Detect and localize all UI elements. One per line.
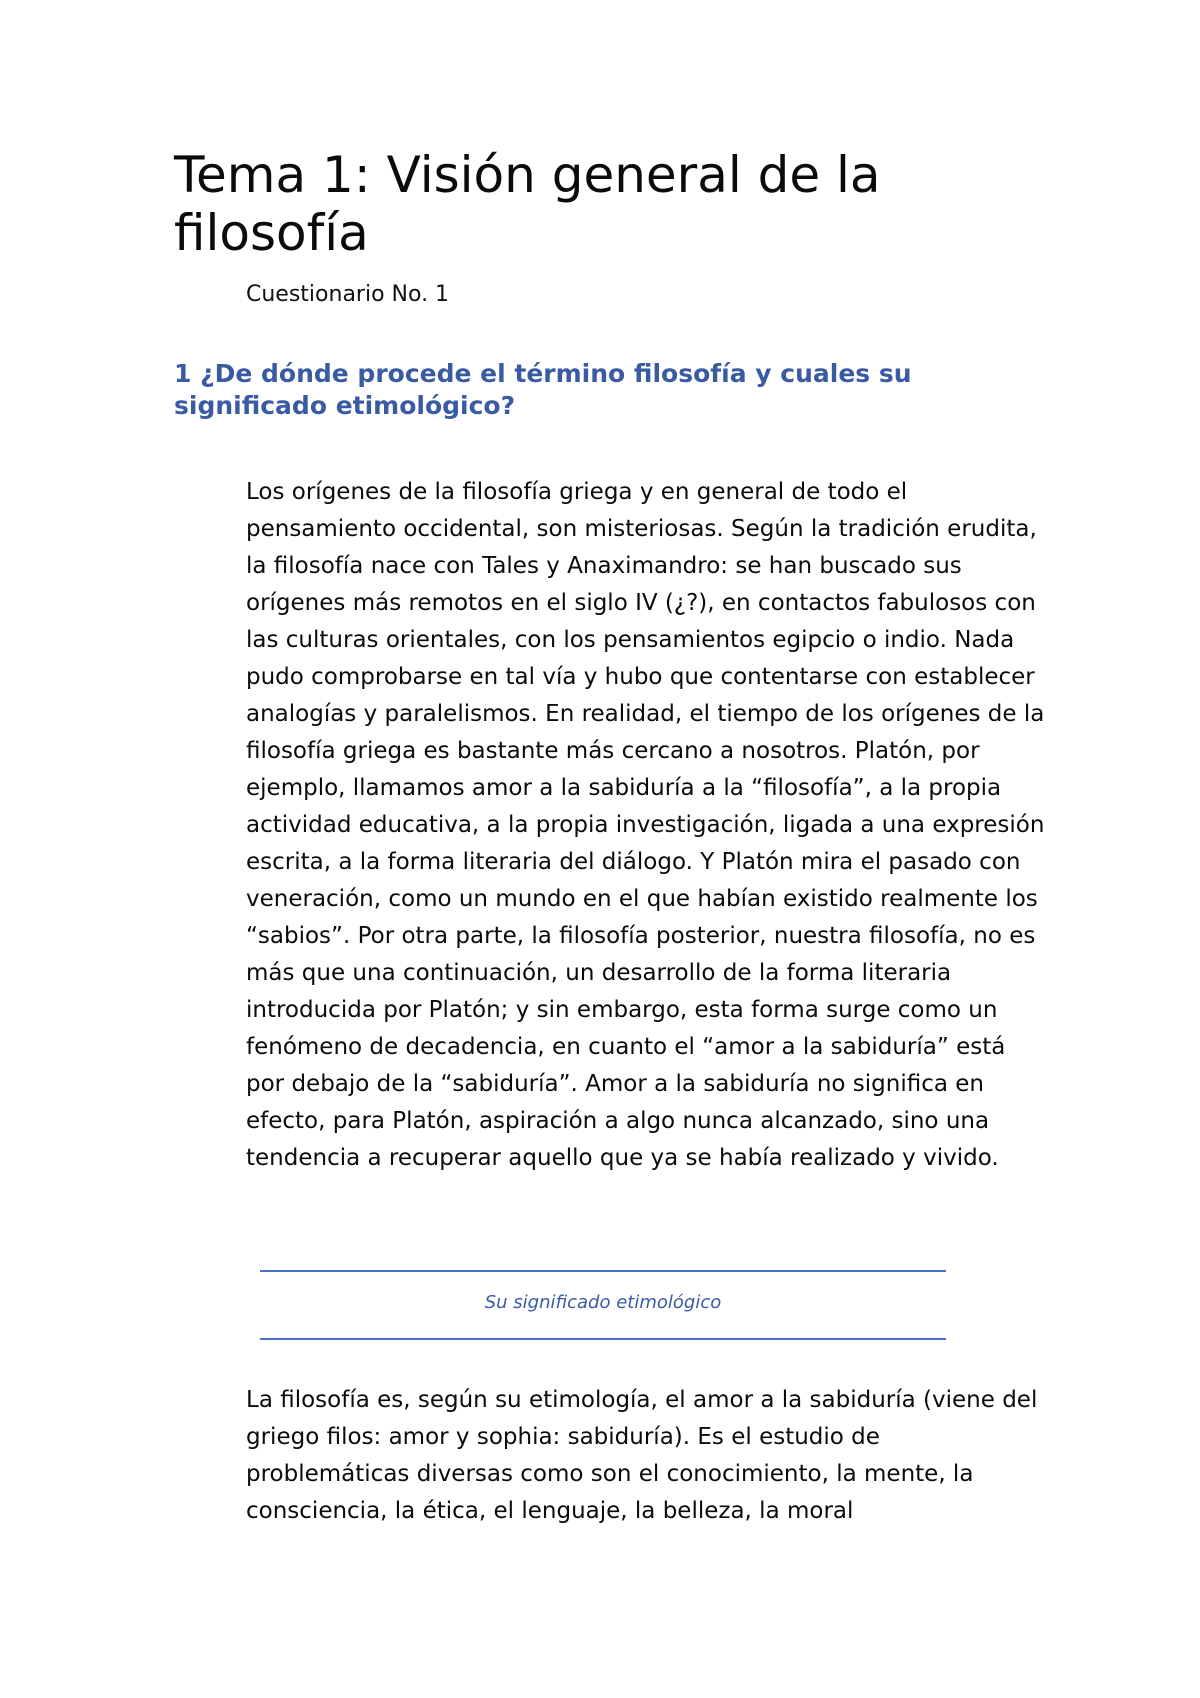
question-heading: 1 ¿De dónde procede el término filosofía y cuales su significado etimológico? (174, 359, 912, 420)
quote-top-rule (260, 1270, 946, 1272)
body-paragraph-1: Los orígenes de la filosofía griega y en general de todo el pensamiento occidental, son misteriosas. Según la tradición erudita, la filosofía nace con Tales y Anaximandro: se han buscado sus orígenes más remotos en el siglo IV (¿?), en contactos fabulosos con las culturas orientales, con los pensamientos egipcio o indio. Nada pudo comprobarse en tal vía y hubo que contentarse con establecer analogías y paralelismos. En realidad, el tiempo de los orígenes de la filosofía griega es bastante más cercano a nosotros. Platón, por ejemplo, llamamos amor a la sabiduría a la “filosofía”, a la propia actividad educativa, a la propia investigación, ligada a una expresión escrita, a la forma literaria del diálogo. Y Platón mira el pasado con veneración, como un mundo en el que habían existido realmente los “sabios”. Por otra parte, la filosofía posterior, nuestra filosofía, no es más que una continuación, un desarrollo de la forma literaria introducida por Platón; y sin embargo, esta forma surge como un fenómeno de decadencia, en cuanto el “amor a la sabiduría” está por debajo de la “sabiduría”. Amor a la sabiduría no significa en efecto, para Platón, aspiración a algo nunca alcanzado, sino una tendencia a recuperar aquello que ya se había realizado y vivido. (246, 479, 1045, 1171)
document-title: Tema 1: Visión general de la filosofía (174, 146, 881, 262)
intense-quote: Su significado etimológico (484, 1292, 722, 1313)
body-paragraph-2: La filosofía es, según su etimología, el amor a la sabiduría (viene del griego filos: amor y sophia: sabiduría). Es el estudio de problemáticas diversas como son el conocimiento, la mente, la consciencia, la ética, el lenguaje, la belleza, la moral (246, 1387, 1038, 1524)
document-subtitle: Cuestionario No. 1 (246, 282, 450, 307)
quote-bottom-rule (260, 1338, 946, 1340)
